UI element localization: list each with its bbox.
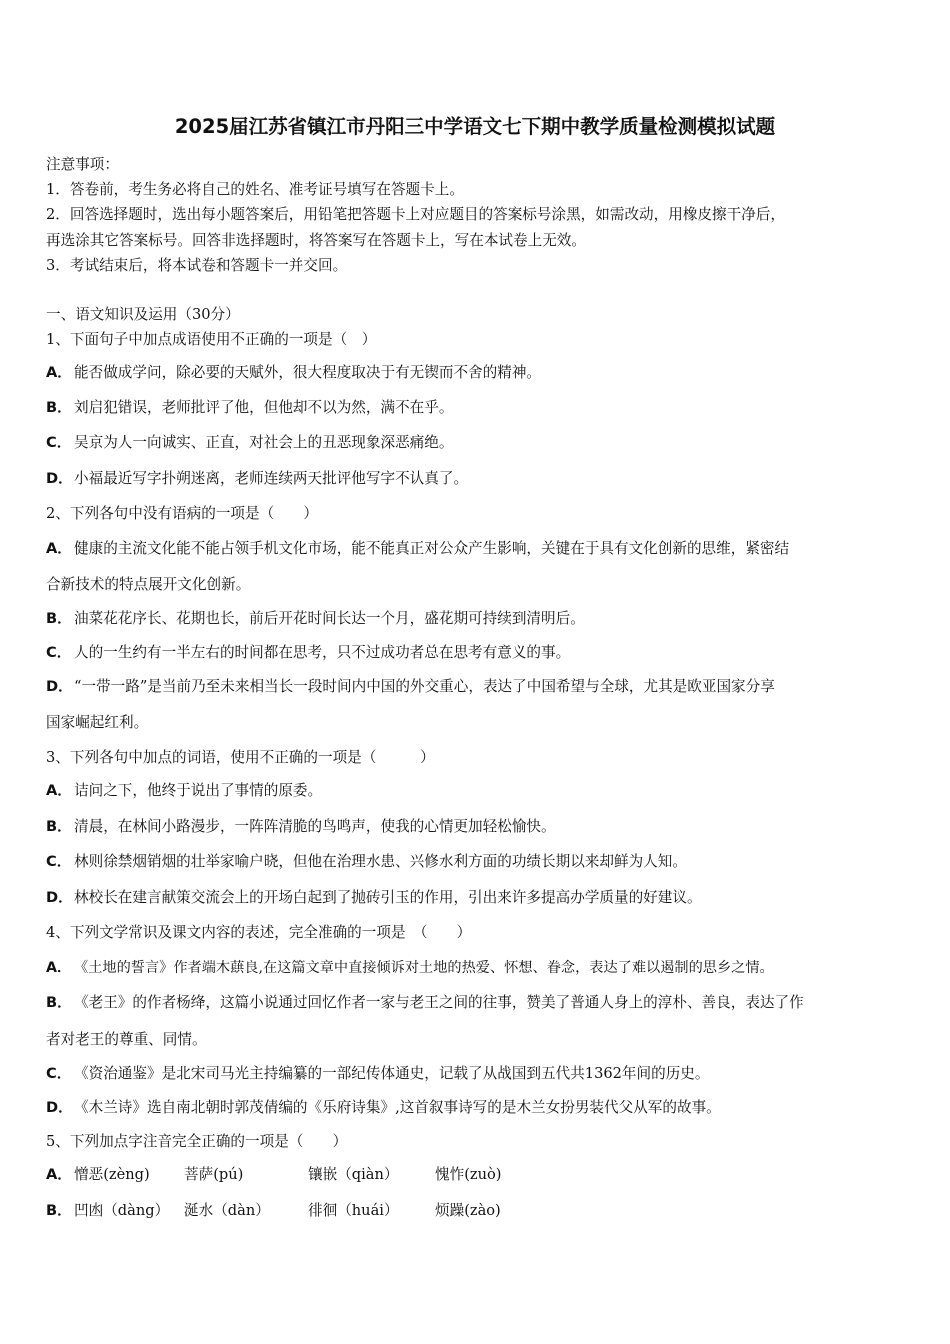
- option-text: 油菜花花序长、花期也长，前后开花时间长达一个月，盛花期可持续到清明后。: [74, 610, 585, 627]
- option-label: A．: [46, 364, 72, 381]
- option-label: C．: [46, 434, 72, 451]
- option-text: 《木兰诗》选自南北朝时郭茂倩编的《乐府诗集》,这首叙事诗写的是木兰女扮男装代父从军的故事。: [74, 1099, 721, 1116]
- notice-item: 1．答卷前，考生务必将自己的姓名、准考证号填写在答题卡上。: [46, 181, 464, 198]
- question-5-stem: 5、下列加点字注音完全正确的一项是（ ）: [46, 1133, 348, 1150]
- pinyin-item: 菩萨(pú): [184, 1166, 244, 1183]
- option-label: D．: [46, 678, 73, 695]
- pinyin-item: 涎水（dàn）: [184, 1202, 270, 1219]
- option-label: B．: [46, 1202, 72, 1219]
- question-2-option-a-cont: 合新技术的特点展开文化创新。: [46, 576, 251, 593]
- question-3-option-d: [46, 886, 702, 907]
- option-text: 人的一生约有一半左右的时间都在思考，只不过成功者总在思考有意义的事。: [74, 644, 571, 661]
- option-label: B．: [46, 610, 72, 627]
- question-5-option-a: [46, 1163, 906, 1185]
- notice-item: 2．回答选择题时，选出每小题答案后，用铅笔把答题卡上对应题目的答案标号涂黑，如需改动，用橡皮擦干净后，: [46, 206, 785, 223]
- question-2-option-b: [46, 607, 585, 628]
- question-1-option-b: [46, 396, 453, 417]
- option-label: A．: [46, 782, 72, 799]
- question-2-option-c: [46, 641, 570, 662]
- pinyin-item: 憎恶(zèng): [74, 1166, 150, 1183]
- question-5-option-b: [46, 1199, 906, 1221]
- question-2-option-d-cont: 国家崛起红利。: [46, 714, 149, 731]
- pinyin-item: 烦躁(zào): [435, 1202, 501, 1219]
- option-label: B．: [46, 818, 72, 835]
- option-label: B．: [46, 399, 72, 416]
- question-2-option-d: [46, 675, 775, 696]
- option-label: D．: [46, 889, 73, 906]
- option-label: A．: [46, 1166, 72, 1183]
- pinyin-item: 徘徊（huái）: [308, 1202, 399, 1219]
- question-3-stem: 3、下列各句中加点的词语，使用不正确的一项是（ ）: [46, 749, 435, 766]
- option-label: D．: [46, 1099, 73, 1116]
- option-text: 小福最近写字扑朔迷离，老师连续两天批评他写字不认真了。: [74, 470, 469, 487]
- question-4-option-d: [46, 1096, 721, 1117]
- question-4-stem: 4、下列文学常识及课文内容的表述，完全准确的一项是 （ ）: [46, 924, 472, 941]
- pinyin-item: 愧怍(zuò): [435, 1166, 502, 1183]
- question-1-option-c: [46, 431, 453, 452]
- option-label: B．: [46, 994, 72, 1011]
- question-2-option-a: [46, 537, 789, 558]
- question-3-option-a: [46, 779, 322, 800]
- option-label: A．: [46, 540, 72, 557]
- option-text: “一带一路”是当前乃至未来相当长一段时间内中国的外交重心，表达了中国希望与全球，尤其是欧亚国家分享: [74, 678, 775, 695]
- section-heading: 一、语文知识及运用（30分）: [46, 306, 240, 323]
- option-label: C．: [46, 1065, 72, 1082]
- option-label: C．: [46, 644, 72, 661]
- option-text: 《土地的誓言》作者端木蕻良,在这篇文章中直接倾诉对土地的热爱、怀想、眷念，表达了难以遏制的思乡之情。: [74, 960, 774, 976]
- option-text: 能否做成学问，除必要的天赋外，很大程度取决于有无锲而不舍的精神。: [74, 364, 542, 381]
- notice-item: 再选涂其它答案标号。回答非选择题时，将答案写在答题卡上，写在本试卷上无效。: [46, 232, 586, 249]
- option-text: 诘问之下，他终于说出了事情的原委。: [74, 782, 323, 799]
- question-4-option-a: [46, 957, 774, 977]
- question-1-stem: 1、下面句子中加点成语使用不正确的一项是（ ）: [46, 331, 377, 348]
- pinyin-item: 凹凼（dàng）: [74, 1202, 170, 1219]
- option-label: C．: [46, 853, 72, 870]
- option-label: A．: [46, 960, 72, 976]
- option-text: 林校长在建言献策交流会上的开场白起到了抛砖引玉的作用，引出来许多提高办学质量的好建议。: [74, 889, 702, 906]
- question-3-option-c: [46, 850, 687, 871]
- question-2-stem: 2、下列各句中没有语病的一项是（ ）: [46, 505, 318, 522]
- option-text: 刘启犯错误，老师批评了他，但他却不以为然，满不在乎。: [74, 399, 454, 416]
- notice-heading: 注意事项：: [46, 156, 119, 173]
- option-text: 吴京为人一向诚实、正直，对社会上的丑恶现象深恶痛绝。: [74, 434, 454, 451]
- option-label: D．: [46, 470, 73, 487]
- notice-item: 3．考试结束后，将本试卷和答题卡一并交回。: [46, 257, 348, 274]
- question-1-option-d: [46, 467, 468, 488]
- question-1-option-a: [46, 361, 541, 382]
- question-4-option-b: [46, 991, 804, 1012]
- pinyin-item: 镶嵌（qiàn）: [308, 1166, 399, 1183]
- question-3-option-b: [46, 815, 556, 836]
- option-text: 林则徐禁烟销烟的壮举家喻户晓，但他在治理水患、兴修水利方面的功绩长期以来却鲜为人知。: [74, 853, 687, 870]
- question-4-option-b-cont: 者对老王的尊重、同情。: [46, 1031, 207, 1048]
- option-text: 《资治通鉴》是北宋司马光主持编纂的一部纪传体通史，记载了从战国到五代共1362年间的历史。: [74, 1065, 710, 1082]
- option-text: 《老王》的作者杨绛，这篇小说通过回忆作者一家与老王之间的往事，赞美了普通人身上的淳朴、善良，表达了作: [74, 994, 804, 1011]
- page-title: 2025届江苏省镇江市丹阳三中学语文七下期中教学质量检测模拟试题: [174, 115, 776, 138]
- question-4-option-c: [46, 1062, 710, 1083]
- option-text: 健康的主流文化能不能占领手机文化市场，能不能真正对公众产生影响，关键在于具有文化创新的思维，紧密结: [74, 540, 790, 557]
- option-text: 清晨，在林间小路漫步，一阵阵清脆的鸟鸣声，使我的心情更加轻松愉快。: [74, 818, 556, 835]
